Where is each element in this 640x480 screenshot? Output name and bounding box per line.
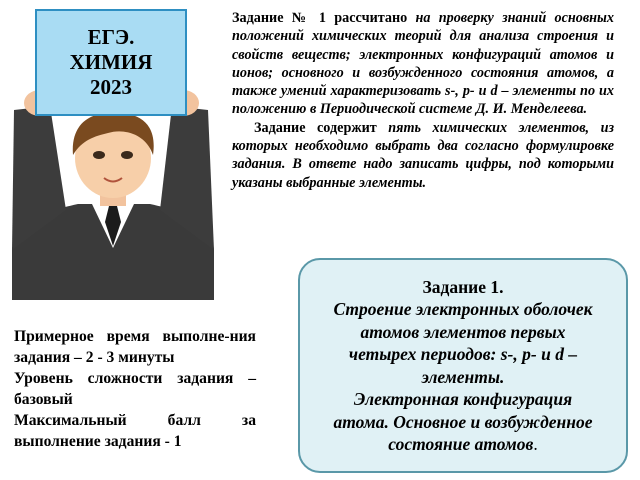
description-p1-lead: Задание № 1 рассчитано (232, 10, 416, 26)
task-info (14, 326, 256, 452)
difficulty-level: Уровень сложности задания – базовый (14, 370, 256, 408)
topic-line-2: атомов элементов первых (360, 321, 566, 342)
description-paragraph-2 (232, 119, 614, 192)
exam-sign (35, 9, 187, 116)
description-p2-italic: пять химических элементов, из которых необходимо выбрать два согласно формулировке задания. В ответе надо записать цифры, под которыми указаны выбранные элементы. (232, 119, 614, 191)
task-description (232, 9, 614, 192)
topic-line-6: атома. Основное и возбужденное (333, 411, 593, 432)
topic-line-7 (388, 433, 538, 456)
topic-line-3: четырех периодов: s-, p- и d – (348, 344, 578, 364)
topic-line-7-text: состояние атомов (388, 434, 534, 454)
topic-line-7-end: . (533, 434, 538, 454)
sign-line-2: ХИМИЯ (69, 50, 153, 74)
max-score: Максимальный балл за выполнение задания - 1 (14, 412, 256, 450)
topic-line-5: Электронная конфигурация (353, 389, 573, 409)
left-eye (93, 151, 105, 159)
description-p2-lead: Задание содержит (254, 119, 389, 136)
description-paragraph-1 (232, 9, 614, 119)
topic-line-4: элементы. (421, 366, 505, 387)
task-topic-box (298, 258, 628, 473)
task-title: Задание 1. (422, 276, 504, 297)
estimated-time: Примерное время выполне-ния задания – 2 - 3 минуты (14, 328, 256, 366)
right-eye (121, 151, 133, 159)
topic-line-1: Строение электронных оболочек (333, 299, 593, 319)
sign-line-1: ЕГЭ. (87, 25, 135, 49)
sign-line-3: 2023 (90, 75, 132, 99)
description-p1-italic: на проверку знаний основных положений химических теорий для анализа строения и свойств веществ; электронных конфигураций атомов и ионов; основного и возбужденного состояния атомов, а также умений характеризовать s-, p- и d – элементы по их положению в Периодической системе Д. И. Менделеева. (232, 10, 614, 118)
